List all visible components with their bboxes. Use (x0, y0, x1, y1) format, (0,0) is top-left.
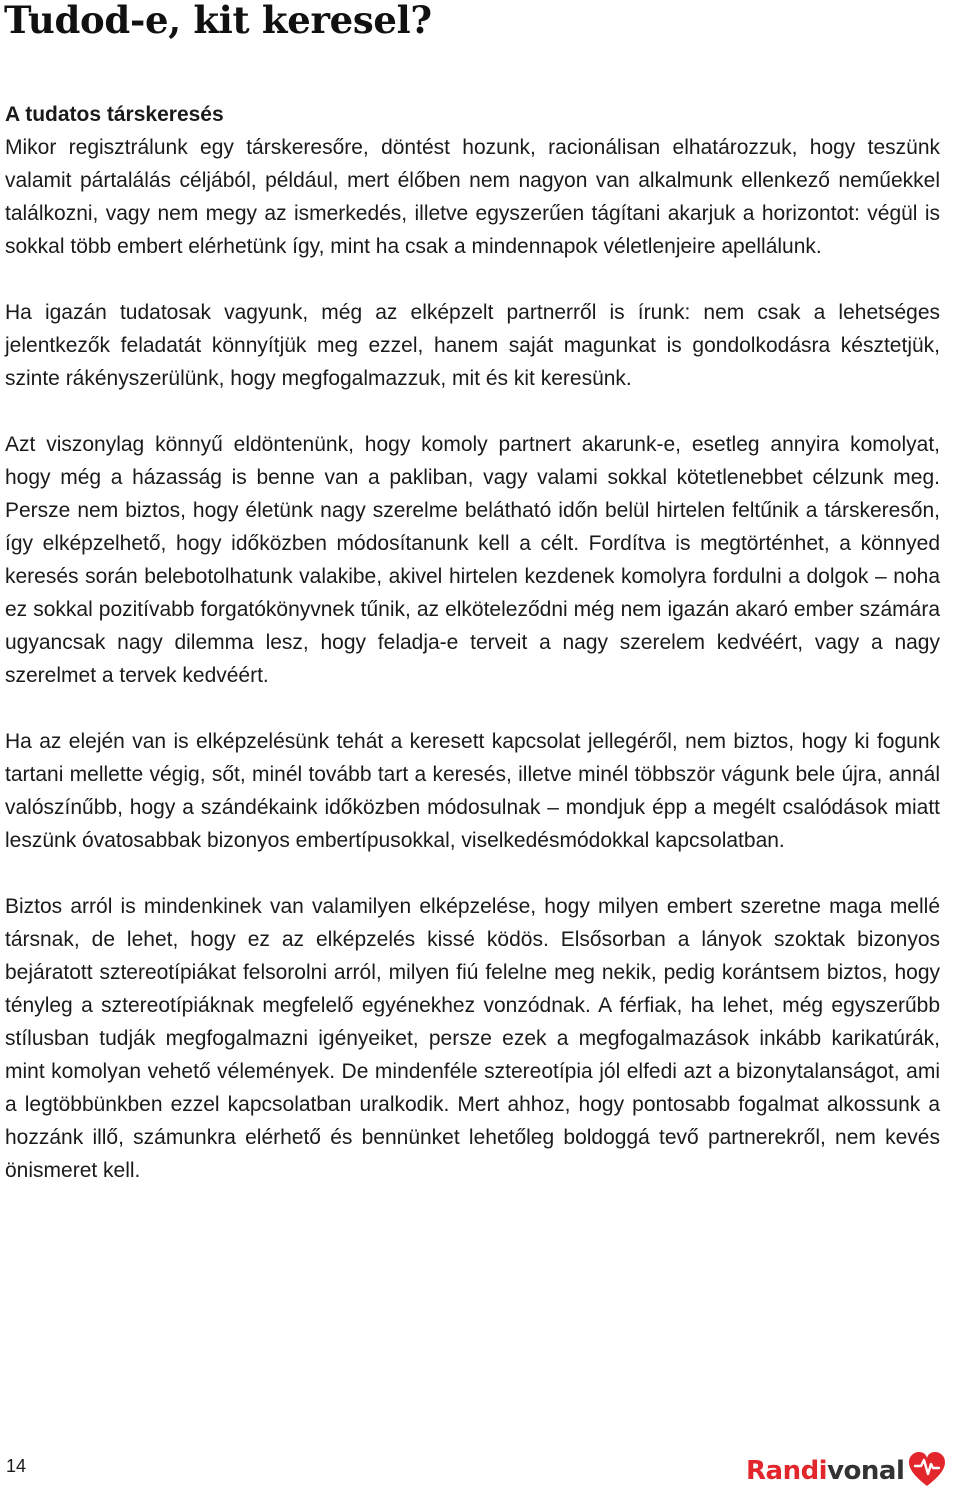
page-footer (0, 1440, 960, 1495)
heart-icon (908, 1452, 946, 1488)
logo-part-vonal: vonal (827, 1456, 905, 1486)
randivonal-logo (746, 1452, 946, 1492)
article-body (5, 98, 940, 1220)
paragraph: Ha igazán tudatosak vagyunk, még az elképzelt partnerről is írunk: nem csak a lehetséges jelentkezők feladatát könnyítjük meg ezzel, hanem saját magunkat is gondolkodásra késztetjük, szinte rákényszerülünk, hogy megfogalmazzuk, mit és kit keresünk. (5, 301, 940, 390)
page-title: Tudod-e, kit keresel? (4, 0, 432, 42)
paragraph: Ha az elején van is elképzelésünk tehát a keresett kapcsolat jellegéről, nem biztos, hogy ki fogunk tartani mellette végig, sőt, minél tovább tart a keresés, illetve minél többször vágunk bele újra, annál valószínűbb, hogy a szándékaink időközben módosulnak – mondjuk épp a megélt csalódások miatt leszünk óvatosabbak bizonyos embertípusokkal, viselkedésmódokkal kapcsolatban. (5, 730, 940, 852)
logo-wordmark (746, 1456, 904, 1486)
page-number: 14 (6, 1456, 27, 1476)
paragraph: Biztos arról is mindenkinek van valamilyen elképzelése, hogy milyen embert szeretne maga mellé társnak, de lehet, hogy ez az elképzelés kissé ködös. Elsősorban a lányok szoktak bizonyos bejáratott sztereotípiákat felsorolni arról, milyen fiú felelne meg nekik, pedig korántsem biztos, hogy tényleg a sztereotípiáknak megfelelő egyénekhez vonzódnak. A férfiak, ha lehet, még egyszerűbb stílusban tudják megfogalmazni igényeiket, persze ezek a megfogalmazások inkább karikatúrák, mint komolyan vehető vélemények. De mindenféle sztereotípia jól elfedi azt a bizonytalanságot, ami a legtöbbünkben ezzel kapcsolatban uralkodik. Mert ahhoz, hogy pontosabb fogalmat alkossunk a hozzánk illő, számunkra elérhető és bennünket lehetőleg boldoggá tevő partnerekről, nem kevés önismeret kell. (5, 895, 940, 1182)
section-heading: A tudatos társkeresés (5, 103, 224, 126)
paragraph: Mikor regisztrálunk egy társkeresőre, döntést hozunk, racionálisan elhatározzuk, hogy teszünk valamit pártalálás céljából, például, mert élőben nem nagyon van alkalmunk ellenkező neműekkel találkozni, vagy nem megy az ismerkedés, illetve egyszerűen tágítani akarjuk a horizontot: végül is sokkal több embert elérhetünk így, mint ha csak a mindennapok véletlenjeire apellálunk. (5, 136, 940, 258)
logo-part-randi: Randi (746, 1456, 828, 1486)
paragraph: Azt viszonylag könnyű eldöntenünk, hogy komoly partnert akarunk-e, esetleg annyira komolyat, hogy még a házasság is benne van a pakliban, vagy valami sokkal kötetlenebbet célzunk meg. Persze nem biztos, hogy életünk nagy szerelme belátható időn belül hirtelen feltűnik a társkeresőn, így elképzelhető, hogy időközben módosítanunk kell a célt. Fordítva is megtörténhet, a könnyed keresés során belebotolhatunk valakibe, akivel hirtelen kezdenek komolyra fordulni a dolgok – noha ez sokkal pozitívabb forgatókönyvnek tűnik, az elköteleződni még nem igazán akaró ember számára ugyancsak nagy dilemma lesz, hogy feladja-e terveit a nagy szerelem kedvéért, vagy a nagy szerelmet a tervek kedvéért. (5, 433, 940, 687)
